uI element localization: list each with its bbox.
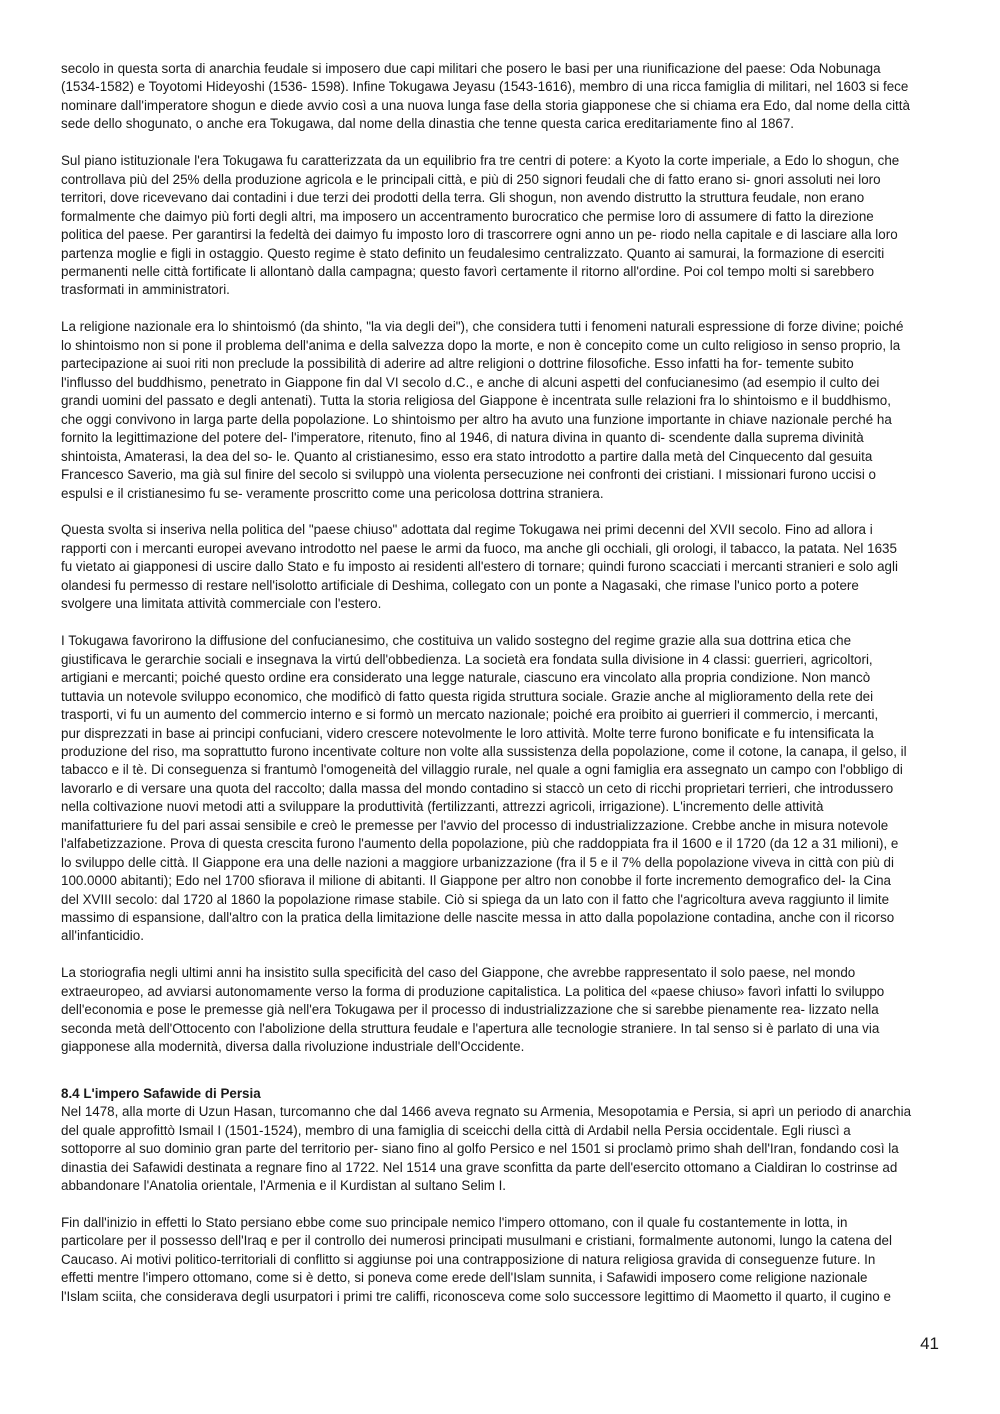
paragraph-safawid-founding: Nel 1478, alla morte di Uzun Hasan, turcomanno che dal 1466 aveva regnato su Armenia, Mesopotamia e Persia, si aprì un periodo di anarchia del quale approfittò Ismail I (1501-1524), membro di una famiglia di sceicchi della città di Ardabil nella Persia occidentale. Egli riuscì a sottoporre al suo dominio gran parte del territorio per- siano fino al golfo Persico e nel 1501 si proclamò primo shah dell'Iran, fondando così la dinastia dei Safawidi destinata a regnare fino al 1722. Nel 1514 una grave sconfitta da parte dell'esercito ottomano a Cialdiran lo costrinse ad abbandonare l'Anatolia orientale, l'Armenia e il Kurdistan al sultano Selim I.	[61, 1104, 912, 1193]
paragraph-institutional-structure: Sul piano istituzionale l'era Tokugawa fu caratterizzata da un equilibrio fra tre centri di potere: a Kyoto la corte imperiale, a Edo lo shogun, che controllava più del 25% della produzione agricola e le principali città, e più di 250 signori feudali che di fatto erano si- gnori assoluti nei loro territori, dove ricevevano dai contadini i due terzi dei prodotti della terra. Gli shogun, non avendo distrutto la struttura feudale, non erano formalmente che daimyo più forti degli altri, ma imposero un accentramento burocratico che permise loro di assumere di fatto la direzione politica del paese. Per garantirsi la fedeltà dei daimyo fu imposto loro di trascorrere ogni anno un pe- riodo nella capitale e di lasciare alla loro partenza moglie e figli in ostaggio. Questo regime è stato definito un feudalesimo centralizzato. Quanto ai samurai, la formazione di eserciti permanenti nelle città fortificate li allontanò dalla campagna; questo favorì certamente il ritorno all'ordine. Poi col tempo molti si sarebbero trasformati in amministratori.	[61, 153, 900, 298]
section-heading: 8.4 L'impero Safawide di Persia	[61, 1085, 261, 1101]
paragraph-confucianism-economy: I Tokugawa favorirono la diffusione del confucianesimo, che costituiva un valido sostegno del regime grazie alla sua dottrina etica che giustificava le gerarchie sociali e insegnava la virtú dell'obbedienza. La società era fondata sulla divisione in 4 classi: guerrieri, agricoltori, artigiani e mercanti; poiché questo ordine era considerato una legge naturale, ciascuno era vincolato alla propria condizione. Non mancò tuttavia un notevole sviluppo economico, che modificò di fatto questa rigida struttura sociale. Grazie anche al miglioramento della rete dei trasporti, vi fu un aumento del commercio interno e si formò un mercato nazionale; poiché era proibito ai guerrieri il commercio, i mercanti, pur disprezzati in base ai principi confuciani, videro crescere notevolmente le loro attività. Molte terre furono bonificate e fu intensificata la produzione del riso, ma soprattutto furono incentivate colture non volte alla sussistenza della popolazione, come il cotone, la canapa, il gelso, il tabacco e il tè. Di conseguenza si frantumò l'omogeneità del villaggio rurale, nel quale a ogni famiglia era assegnato un campo con l'obbligo di lavorarlo e di versare una quota del raccolto; dalla massa del mondo contadino si staccò un ceto di ricchi proprietari terrieri, che introdussero nella coltivazione nuovi metodi atti a sviluppare la produttività (fertilizzanti, attrezzi agricoli, irrigazione). L'incremento delle attività manifatturiere fu del pari assai sensibile e creò le premesse per l'avvio del processo di industrializzazione. Crebbe anche in misura notevole l'alfabetizzazione. Prova di questa crescita furono l'aumento della popolazione, più che raddoppiata fra il 1600 e il 1720 (da 12 a 31 milioni), e lo sviluppo delle città. Il Giappone era una delle nazioni a maggiore urbanizzazione (fra il 5 e il 7% della popolazione viveva in città con più di 100.0000 abitanti); Edo nel 1700 sfiorava il milione di abitanti. Il Giappone per altro non conobbe il forte incremento demografico del- la Cina del XVIII secolo: dal 1720 al 1860 la popolazione rimase stabile. Ciò si spiega da un lato con il fatto che l'agricoltura aveva raggiunto il limite massimo di espansione, dall'altro con la pratica della limitazione delle nascite messa in atto dalla popolazione contadina, anche con il ricorso all'infanticidio.	[61, 633, 907, 944]
paragraph-closed-country: Questa svolta si inseriva nella politica del "paese chiuso" adottata dal regime Tokugawa nei primi decenni del XVII secolo. Fino ad allora i rapporti con i mercanti europei avevano introdotto nel paese le armi da fuoco, ma anche gli occhiali, gli orologi, il tabacco, la patata. Nel 1635 fu vietato ai giapponesi di uscire dallo Stato e fu imposto ai residenti all'estero di tornare; quindi furono scacciati i mercanti stranieri e solo agli olandesi fu permesso di restare nell'isolotto artificiale di Deshima, collegato con un ponte a Nagasaki, che rimase l'unico porto a potere svolgere una limitata attività commerciale con l'estero.	[61, 522, 898, 612]
paragraph-historiography: La storiografia negli ultimi anni ha insistito sulla specificità del caso del Giappone, che avrebbe rappresentato il solo paese, nel mondo extraeuropeo, ad avviarsi autonomamente verso la forma di produzione capitalistica. La politica del «paese chiuso» favorì infatti lo sviluppo dell'economia e pose le premesse già nell'era Tokugawa per il processo di industrializzazione che si sarebbe pienamente rea- lizzato nella seconda metà dell'Ottocento con l'abolizione della struttura feudale e l'apertura alle tecnologie straniere. In tal senso si è parlato di una via giapponese alla modernità, diversa dalla rivoluzione industriale dell'Occidente.	[61, 965, 885, 1055]
paragraph-religion: La religione nazionale era lo shintoismó (da shinto, "la via degli dei"), che considera tutti i fenomeni naturali espressione di forze divine; poiché lo shintoismo non si pone il problema dell'anima e della salvezza dopo la morte, e non è concepito come un culto religioso in senso proprio, la partecipazione ai suoi riti non preclude la possibilità di aderire ad altre religioni o dottrine filosofiche. Esso infatti ha for- temente subito l'influsso del buddhismo, penetrato in Giappone fin dal VI secolo d.C., e anche di alcuni aspetti del confucianesimo (ad esempio il culto dei grandi uomini del passato e degli antenati). Tutta la storia religiosa del Giappone è incentrata sulle relazioni fra lo shintoismo e il buddhismo, che oggi convivono in larga parte della popolazione. Lo shintoismo per altro ha avuto una funzione importante in chiave nazionale perché ha fornito la legittimazione del potere del- l'imperatore, ritenuto, fino al 1946, di natura divina in quanto di- scendente dalla suprema divinità shintoista, Amaterasi, la dea del so- le. Quanto al cristianesimo, esso era stato introdotto a partire dalla metà del Cinquecento dal gesuita Francesco Saverio, ma già sul finire del secolo si sviluppò una violenta persecuzione nei confronti dei cristiani. I missionari furono uccisi o espulsi e il cristianesimo fu se- veramente proscritto come una pericolosa dottrina straniera.	[61, 319, 904, 501]
paragraph-ottoman-conflict: Fin dall'inizio in effetti lo Stato persiano ebbe come suo principale nemico l'impero ottomano, con il quale fu costantemente in lotta, in particolare per il possesso dell'Iraq e per il controllo dei numerosi principati musulmani e cristiani, formalmente autonomi, lungo la catena del Caucaso. Ai motivi politico-territoriali di conflitto si aggiunse poi una contrapposizione di natura religiosa gravida di conseguenze future. In effetti mentre l'impero ottomano, come si è detto, si poneva come erede dell'Islam sunnita, i Safawidi imposero come religione nazionale l'Islam sciita, che considerava degli usurpatori i primi tre califfi, riconosceva come solo successore legittimo di Maometto il quarto, il cugino e	[61, 1214, 892, 1304]
page-number: 41	[920, 1334, 939, 1353]
document-page	[61, 60, 941, 1306]
paragraph-tokugawa-origins: secolo in questa sorta di anarchia feudale si imposero due capi militari che posero le basi per una riunificazione del paese: Oda Nobunaga (1534-1582) e Toyotomi Hideyoshi (1536- 1598). Infine Tokugawa Jeyasu (1543-1616), membro di una ricca famiglia di militari, nel 1603 si fece nominare dall'imperatore shogun e diede avvio così a una nuova lunga fase della storia giapponese che si chiama era Edo, dal nome della città sede dello shogunato, o anche era Tokugawa, dal nome della dinastia che tenne questa carica ereditariamente fino al 1867.	[61, 61, 910, 132]
